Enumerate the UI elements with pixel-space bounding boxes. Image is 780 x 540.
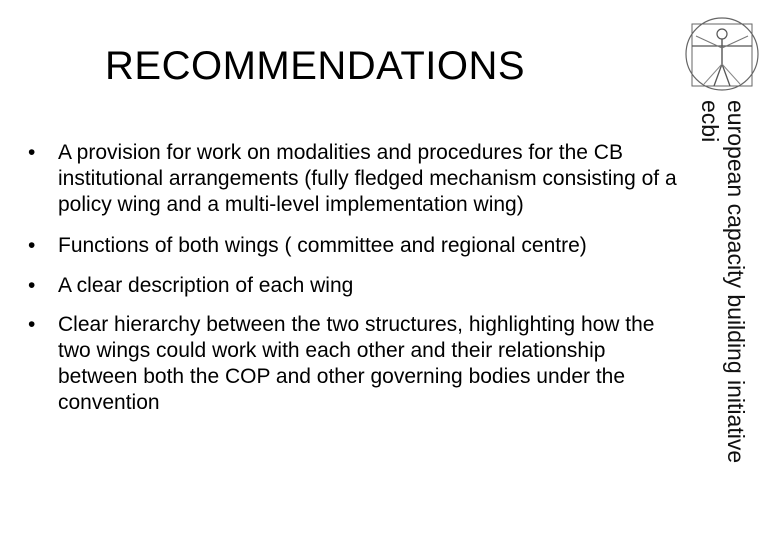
org-sidebar bbox=[697, 100, 755, 520]
vitruvian-man-icon bbox=[682, 14, 762, 94]
bullet-dot: • bbox=[28, 313, 36, 336]
slide-title: RECOMMENDATIONS bbox=[105, 44, 526, 88]
bullet-item bbox=[28, 312, 678, 416]
bullet-text: Functions of both wings ( committee and regional centre) bbox=[58, 234, 587, 257]
org-name: european capacity building initiative bbox=[723, 100, 749, 464]
bullet-dot: • bbox=[28, 141, 36, 164]
bullet-item bbox=[28, 273, 678, 299]
bullet-text: A clear description of each wing bbox=[58, 274, 354, 297]
bullet-item bbox=[28, 233, 678, 259]
bullet-list bbox=[28, 140, 678, 416]
bullet-text: A provision for work on modalities and procedures for the CB institutional arrangements (fully fledged mechanism consisting of a policy wing and a multi-level implementation wing) bbox=[58, 141, 677, 216]
bullet-dot: • bbox=[28, 274, 36, 297]
bullet-dot: • bbox=[28, 234, 36, 257]
bullet-item bbox=[28, 140, 678, 218]
bullet-text: Clear hierarchy between the two structures, highlighting how the two wings could work with each other and their relationship between both the COP and other governing bodies under the convention bbox=[58, 313, 655, 414]
org-abbreviation: ecbi bbox=[697, 100, 723, 143]
